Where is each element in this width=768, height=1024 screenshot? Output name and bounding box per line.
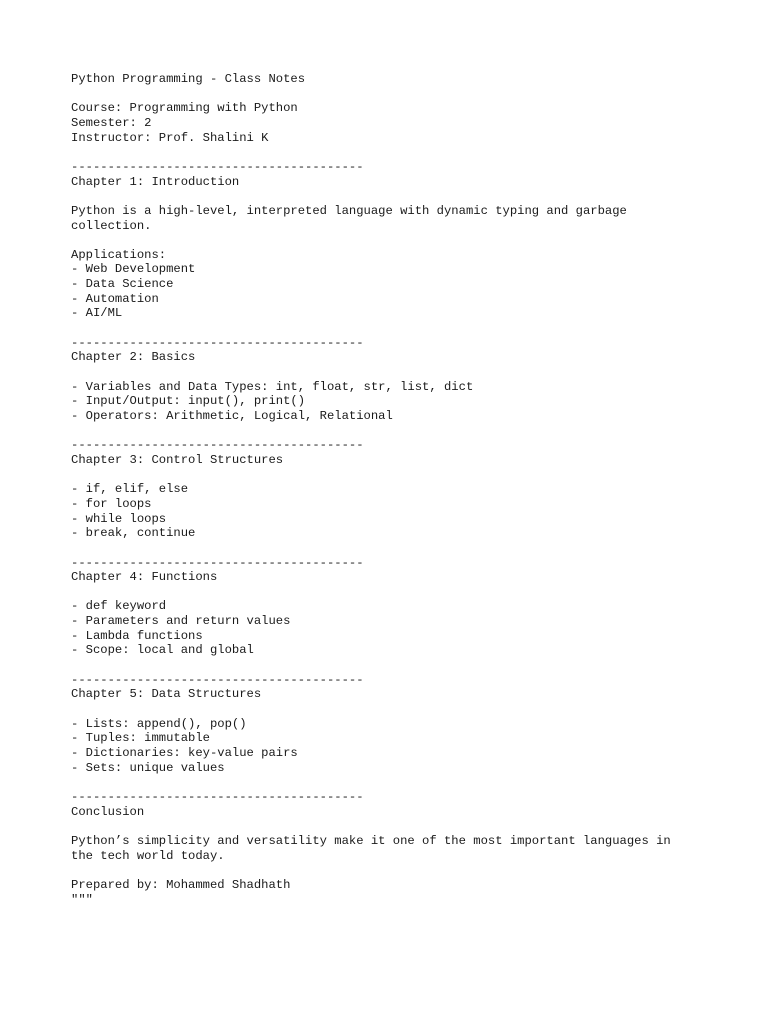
blank-line [71, 775, 731, 790]
list-item: - Variables and Data Types: int, float, str, list, dict [71, 379, 474, 394]
list-item: - AI/ML [71, 306, 123, 321]
section-divider: ---------------------------------------- [71, 335, 364, 350]
list-item: - if, elif, else [71, 482, 189, 497]
intro-paragraph-line-1: Python is a high-level, interpreted language with dynamic typing and garbage [71, 203, 627, 218]
closing-quotes: """ [71, 892, 93, 907]
chapter-1-heading: Chapter 1: Introduction [71, 174, 240, 189]
section-divider: ---------------------------------------- [71, 159, 364, 174]
instructor-line: Instructor: Prof. Shalini K [71, 130, 269, 145]
list-item: - Operators: Arithmetic, Logical, Relational [71, 409, 393, 423]
blank-line [71, 468, 731, 483]
applications-label: Applications: [71, 247, 167, 262]
blank-line [71, 233, 731, 248]
list-item: - for loops [71, 496, 152, 511]
blank-line [71, 189, 731, 204]
list-item: - break, continue [71, 526, 196, 541]
conclusion-heading: Conclusion [71, 804, 145, 819]
list-item: - Automation [71, 291, 159, 306]
chapter-5-heading: Chapter 5: Data Structures [71, 687, 262, 702]
blank-line [71, 321, 731, 336]
blank-line [71, 87, 731, 102]
document-text [71, 72, 731, 907]
list-item: - Web Development [71, 262, 196, 277]
list-item: - Tuples: immutable [71, 731, 210, 746]
section-divider: ---------------------------------------- [71, 789, 364, 804]
list-item: - Lists: append(), pop() [71, 716, 247, 731]
intro-paragraph-line-2: collection. [71, 218, 152, 233]
blank-line [71, 702, 731, 717]
list-item: - Scope: local and global [71, 643, 254, 658]
list-item: - Lambda functions [71, 628, 203, 643]
conclusion-paragraph-line-2: the tech world today. [71, 848, 225, 863]
chapter-4-heading: Chapter 4: Functions [71, 570, 218, 585]
chapter-2-heading: Chapter 2: Basics [71, 350, 196, 365]
semester-line: Semester: 2 [71, 115, 152, 130]
chapter-3-heading: Chapter 3: Control Structures [71, 452, 284, 467]
blank-line [71, 541, 731, 556]
blank-line [71, 145, 731, 160]
blank-line [71, 585, 731, 600]
list-item: - Parameters and return values [71, 614, 291, 629]
prepared-by-line: Prepared by: Mohammed Shadhath [71, 877, 291, 892]
list-item: - Sets: unique values [71, 760, 225, 775]
course-line: Course: Programming with Python [71, 101, 298, 116]
list-item: - while loops [71, 511, 167, 526]
conclusion-paragraph-line-1: Python’s simplicity and versatility make it one of the most important languages in [71, 833, 671, 848]
list-item: - def keyword [71, 599, 167, 614]
blank-line [71, 863, 731, 878]
list-item: - Input/Output: input(), print() [71, 394, 306, 409]
list-item: - Data Science [71, 277, 174, 292]
blank-line [71, 424, 731, 439]
blank-line [71, 658, 731, 673]
section-divider: ---------------------------------------- [71, 438, 364, 453]
section-divider: ---------------------------------------- [71, 555, 364, 570]
blank-line [71, 365, 731, 380]
blank-line [71, 819, 731, 834]
document-title: Python Programming - Class Notes [71, 72, 306, 86]
list-item: - Dictionaries: key-value pairs [71, 746, 298, 760]
section-divider: ---------------------------------------- [71, 672, 364, 687]
